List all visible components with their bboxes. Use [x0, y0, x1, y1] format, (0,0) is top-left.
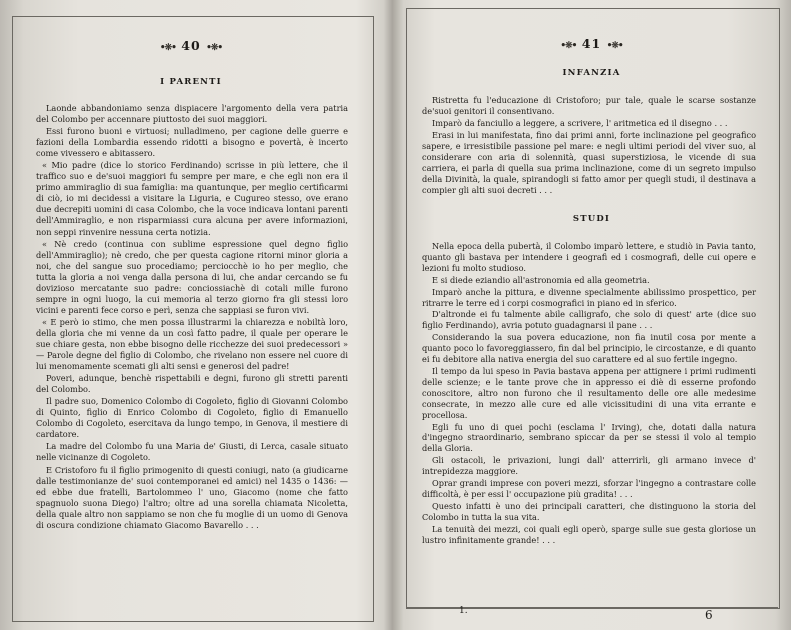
paragraph: Imparò anche la pittura, e divenne specialmente abilissimo prospettico, per ritrarre le terre ed i corpi cosmografici in piano ed in sferico.	[422, 286, 756, 308]
paragraph: Questo infatti è uno dei principali caratteri, che distinguono la storia del Colombo in tutta la sua vita.	[422, 500, 756, 522]
paragraph: Il tempo da lui speso in Pavia bastava appena per attignere i primi rudimenti delle scienze; e le tante prove che in appresso ei diè di esserne profondo conoscitore, altro non furono che il resultamento delle ore alle medesime consecrate, in mezzo alle cure ed alle vicissitudini di una vita errante e procellosa.	[422, 365, 756, 420]
paragraph: « E però io stimo, che men possa illustrarmi la chiarezza e nobiltà loro, della gloria che mi venne da un così fatto padre, il quale per operare le sue chiare gesta, non ebbe bisogno delle ricchezze dei suoi predecessori » — Parole degne del figlio di Colombo, che rivelano non essere nel cuore di lui menomamente scemati gli alti sensi e generosi del padre!	[36, 316, 348, 372]
left-page-number-text: 40	[181, 38, 201, 53]
paragraph: Erasi in lui manifestata, fino dai primi anni, forte inclinazione pel geografico sapere, e irresistibile passione pel mare: e negli ultimi periodi del viver suo, al considerare con aria di solennità, quasi superstiziosa, le vicende di sua carriera, ei parla di quella sua prima inclinazione, come di un segreto impulso della Divinità, la quale, spirandogli si fatto amor per quegli studi, il destinava a compier gli alti suoi decreti . . .	[422, 130, 756, 196]
paragraph: « Mio padre (dice lo storico Ferdinando) scrisse in più lettere, che il traffico suo e de'suoi maggiori fu sempre per mare, e che egli non era il primo ammiraglio di sua famiglia: ma quantunque, per meglio certificarmi di ciò, io mi decidessi a visitare la Liguria, e Cugureo stesso, ove erano due decrepiti uomini di casa Colombo, che la voce indicava lontani parenti dell'Ammiraglio, e non risparmiassi cura alcuna per avere informazioni, non seppi rinvenire nessuna certa notizia.	[36, 160, 348, 237]
left-page-number	[0, 38, 382, 53]
right-page-number	[392, 36, 791, 51]
section-title-infanzia: INFANZIA	[562, 68, 621, 78]
infanzia-body-text	[422, 95, 756, 197]
ornament-icon: •❊•	[206, 43, 223, 53]
paragraph: La tenuità dei mezzi, coi quali egli operò, sparge sulle sue gesta gloriose un lustro infinitamente grande! . . .	[422, 523, 756, 545]
paragraph: « Nè credo (continua con sublime espressione quel degno figlio dell'Ammiraglio); nè credo, che per questa cagione ritorni minor gloria a noi, che del sangue suo procediamo; perciocchè io ho per meglio, che tutta la gloria a noi venga dalla persona di lui, che andar cercando se fu dovizioso mercatante suo padre: conciossiachè di cotali mille furono sempre in ogni luogo, la cui memoria al terzo giorno fra gli stessi loro vicini e parenti fece corso e perì, senza che sappiasi se furon vivi.	[36, 238, 348, 315]
left-page	[0, 0, 382, 630]
left-body-text	[36, 103, 348, 532]
paragraph: Nella epoca della pubertà, il Colombo imparò lettere, e studiò in Pavia tanto, quanto gli bastava per intendere i geografi ed i cosmografi, delle cui opere e lezioni fu molto studioso.	[422, 241, 756, 273]
paragraph: Essi furono buoni e virtuosi; nulladimeno, per cagione delle guerre e fazioni della Lombardia essendo ridotti a bisogno e povertà, è incerto come vivessero e abitassero.	[36, 126, 348, 159]
paragraph: Oprar grandi imprese con poveri mezzi, sforzar l'ingegno a contrastare colle difficoltà, è per essi l' occupazione più gradita! . . .	[422, 478, 756, 499]
paragraph: Considerando la sua povera educazione, non fia inutil cosa por mente a quanto poco lo favoreggiassero, fin dal bel principio, le circostanze, e di quanto ei fu debitore alla nativa energia del suo carattere ed al suo fertile ingegno.	[422, 332, 756, 365]
paragraph: E Cristoforo fu il figlio primogenito di questi coniugi, nato (a giudicarne dalle testimonianze de' suoi contemporanei ed amici) nel 1435 o 1436: — ed ebbe due fratelli, Bartolommeo l' uno, Giacomo (nome che fatto spagnuolo suona Diego) l'altro; oltre ad una sorella chiamata Nicoletta, della quale altro non sappiamo se non che fu moglie di un uomo di Genova di oscura condizione chiamato Giacomo Bavarello . . .	[36, 464, 348, 530]
paragraph: Egli fu uno di quei pochi (esclama l' Irving), che, dotati dalla natura d'ingegno straordinario, sembrano spiccar da per se stessi il volo al tempio della Gloria.	[422, 421, 756, 454]
ornament-icon: •❊•	[606, 41, 623, 51]
right-page	[392, 0, 791, 630]
paragraph: La madre del Colombo fu una Maria de' Giusti, di Lerca, casale situato nelle vicinanze di Cogoleto.	[36, 441, 348, 463]
paragraph: Gli ostacoli, le privazioni, lungi dall' atterrirli, gli armano invece d' intrepidezza maggiore.	[422, 455, 756, 477]
paragraph: Imparò da fanciullo a leggere, a scrivere, l' aritmetica ed il disegno . . .	[432, 118, 728, 129]
right-page-number-text: 41	[581, 36, 602, 51]
paragraph: Ristretta fu l'educazione di Cristoforo; pur tale, quale le scarse sostanze de'suoi genitori il consentivano.	[422, 95, 756, 117]
ornament-icon: •❊•	[159, 43, 176, 53]
paragraph: Il padre suo, Domenico Colombo di Cogoleto, figlio di Giovanni Colombo di Quinto, figlio di Enrico Colombo di Cogoleto, figlio di Emanuello Colombo di Cogoleto, esercitava da lungo tempo, in Genova, il mestiere di cardatore.	[36, 396, 348, 440]
paragraph: E si diede eziandio all'astronomia ed alla geometria.	[432, 274, 650, 285]
paragraph: Poveri, adunque, benchè rispettabili e degni, furono gli stretti parenti del Colombo.	[36, 373, 348, 395]
section-title-studi: STUDI	[572, 214, 611, 224]
ornament-icon: •❊•	[560, 41, 577, 51]
paragraph: D'altronde ei fu talmente abile calligrafo, che solo di quest' arte (dice suo figlio Ferdinando), avria potuto guadagnarsi il pane . . .	[422, 309, 756, 331]
paragraph: Laonde abbandoniamo senza dispiacere l'argomento della vera patria del Colombo per accennare piuttosto dei suoi maggiori.	[36, 103, 348, 125]
left-chapter-title: I PARENTI	[160, 77, 222, 87]
studi-body-text	[422, 241, 756, 546]
signature-mark: 1.	[459, 606, 468, 616]
folio-number: 6	[705, 608, 713, 622]
